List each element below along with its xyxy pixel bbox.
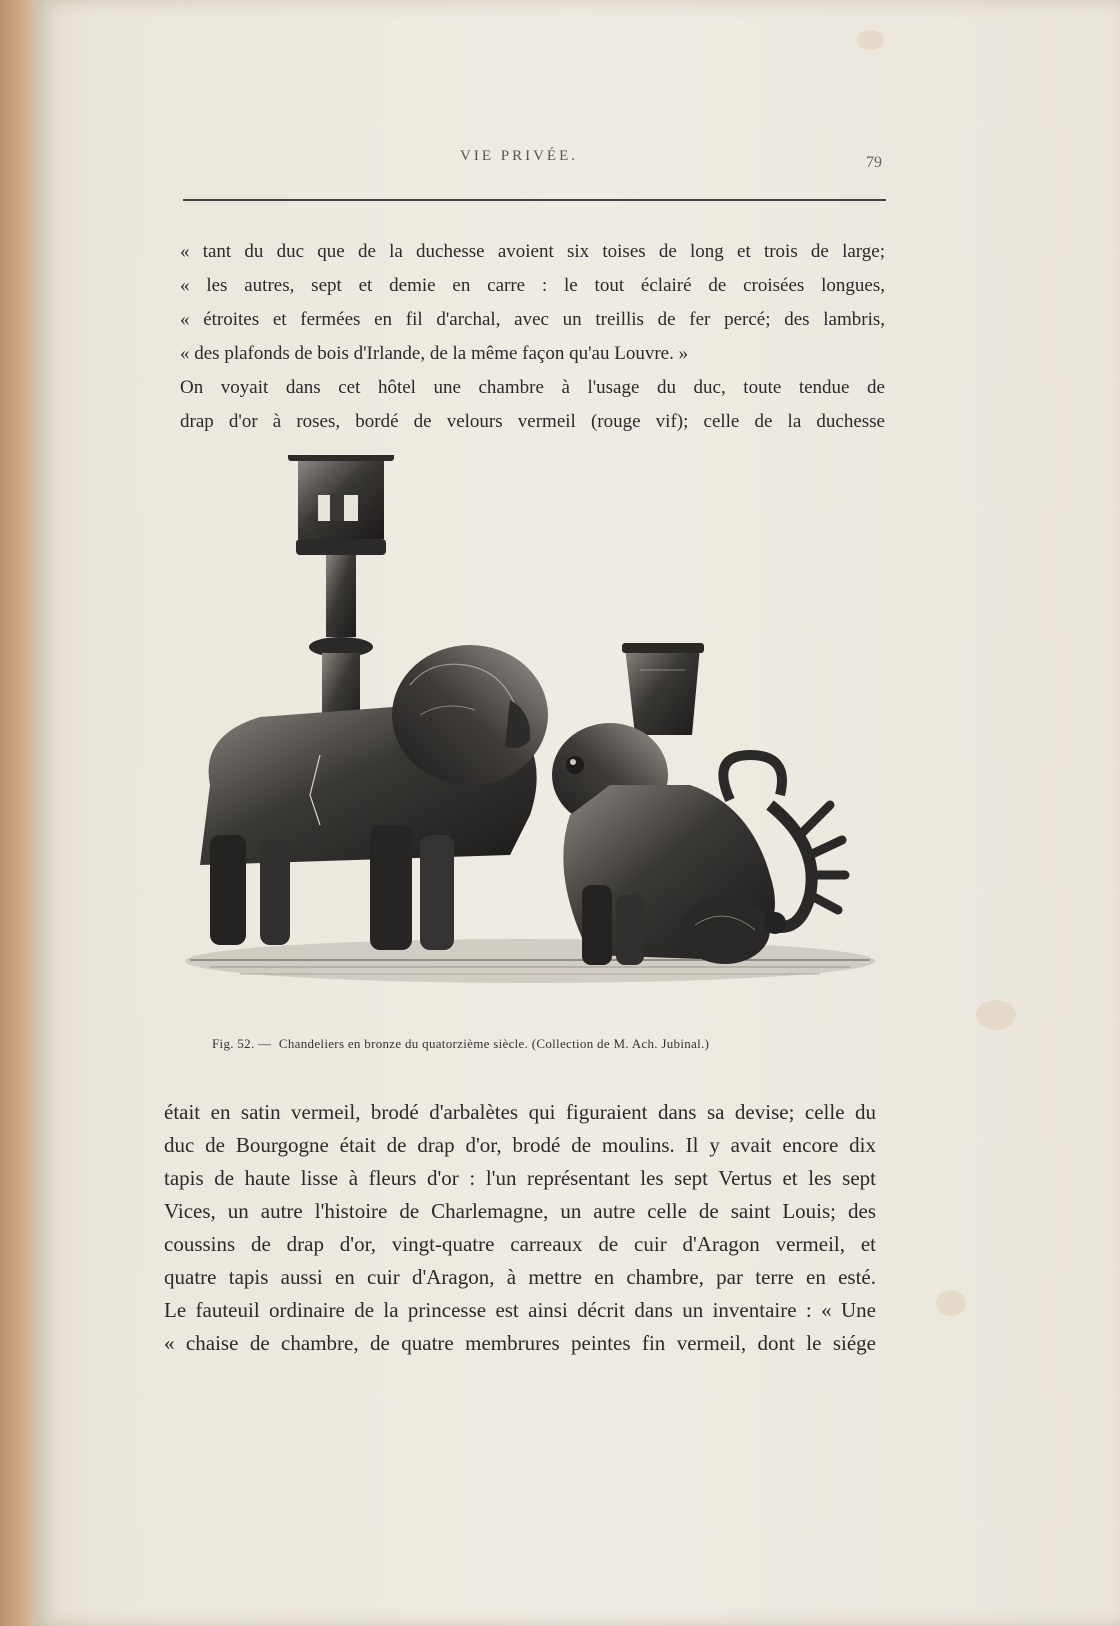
- figure-illustration: [170, 455, 900, 1015]
- text-line: duc de Bourgogne était de drap d'or, brodé de moulins. Il y avait encore dix: [164, 1133, 876, 1157]
- figure-caption-text: Chandeliers en bronze du quatorzième siècle. (Collection de M. Ach. Jubinal.): [278, 1036, 710, 1051]
- text-line: « les autres, sept et demie en carre : le tout éclairé de croisées longues,: [180, 275, 885, 296]
- text-line: drap d'or à roses, bordé de velours vermeil (rouge vif); celle de la duchesse: [180, 411, 885, 432]
- text-line: tapis de haute lisse à fleurs d'or : l'un représentant les sept Vertus et les sept: [164, 1166, 876, 1190]
- text-line: Le fauteuil ordinaire de la princesse est ainsi décrit dans un inventaire : « Une: [164, 1298, 876, 1322]
- text-line: « des plafonds de bois d'Irlande, de la même façon qu'au Louvre. »: [180, 343, 689, 364]
- lion-candlestick-left: [200, 455, 548, 950]
- header-rule: [183, 199, 886, 201]
- text-line: était en satin vermeil, brodé d'arbalètes qui figuraient dans sa devise; celle du: [164, 1100, 876, 1124]
- text-line: « tant du duc que de la duchesse avoient six toises de long et trois de large;: [180, 241, 885, 262]
- running-head: VIE PRIVÉE.: [460, 148, 578, 164]
- bronze-chandeliers-engraving: [170, 455, 900, 1015]
- text-line: quatre tapis aussi en cuir d'Aragon, à mettre en chambre, par terre en esté.: [164, 1265, 876, 1289]
- foxing-stain: [936, 1290, 966, 1316]
- foxing-stain: [976, 1000, 1016, 1030]
- page-number: 79: [866, 154, 882, 171]
- top-paragraph: [180, 235, 885, 439]
- text-line: « étroites et fermées en fil d'archal, avec un treillis de fer percé; des lambris,: [180, 309, 885, 330]
- foxing-stain: [856, 30, 884, 50]
- text-line: On voyait dans cet hôtel une chambre à l'usage du duc, toute tendue de: [180, 377, 885, 398]
- text-line: « chaise de chambre, de quatre membrures peintes fin vermeil, dont le siége: [164, 1331, 876, 1355]
- bottom-paragraph: [164, 1096, 876, 1360]
- figure-caption: [212, 1036, 832, 1052]
- text-line: coussins de drap d'or, vingt-quatre carreaux de cuir d'Aragon vermeil, et: [164, 1232, 876, 1256]
- figure-label: Fig. 52. —: [212, 1036, 272, 1051]
- text-line: Vices, un autre l'histoire de Charlemagne, un autre celle de saint Louis; des: [164, 1199, 876, 1223]
- lion-candlestick-right: [552, 643, 845, 965]
- ground-hatching: [185, 939, 875, 983]
- book-spine-edge: [0, 0, 38, 1626]
